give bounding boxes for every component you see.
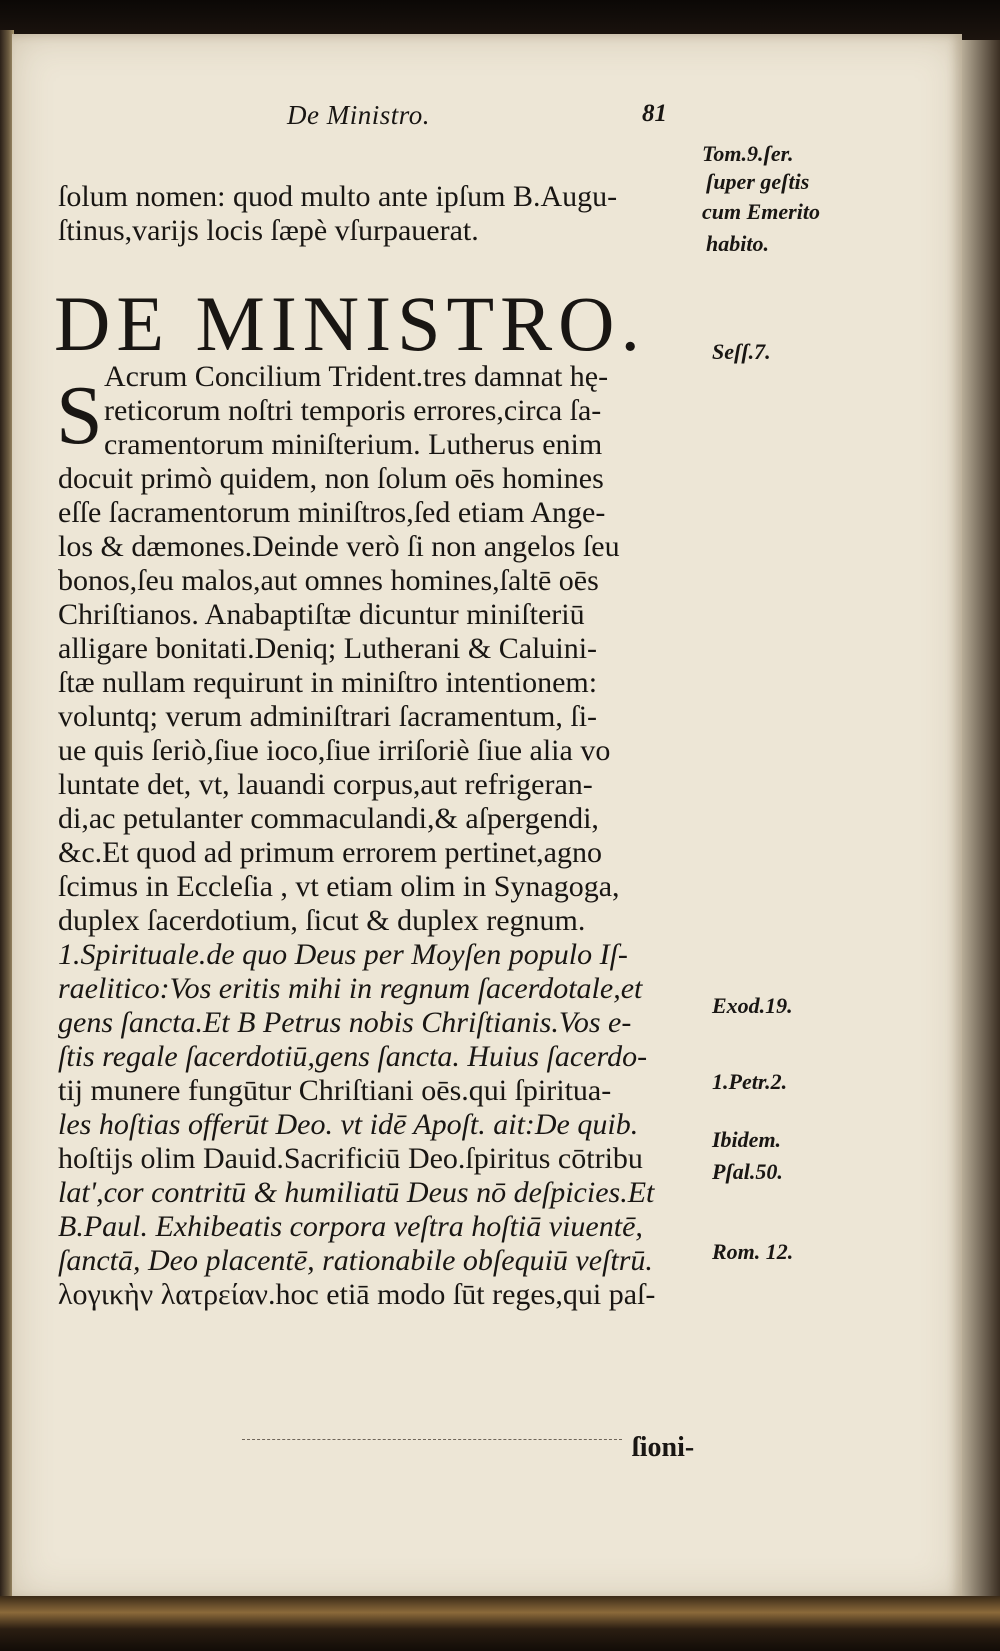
text-line: bonos,ſeu malos,aut omnes homines,ſaltē oēs [58, 564, 599, 597]
text-line: ſtæ nullam requirunt in miniſtro intentionem: [58, 666, 598, 699]
text-line: di,ac petulanter commaculandi,& aſpergendi, [58, 802, 599, 835]
page-edge-shadow [962, 40, 1000, 1600]
section-title: DE MINISTRO. [54, 280, 646, 367]
margin-note: Exod.19. [712, 993, 793, 1018]
text-line: ſolum nomen: quod multo ante ipſum B.Augu- [58, 180, 618, 213]
margin-note: habito. [706, 231, 769, 256]
scan-bottom-border [0, 1596, 1000, 1651]
text-line: tij munere fungūtur Chriſtiani oēs.qui ſpiritua- [58, 1074, 612, 1107]
margin-note: Ibidem. [712, 1127, 782, 1152]
page-number: 81 [642, 100, 667, 127]
text-line: ue quis ſeriò,ſiue ioco,ſiue irriſoriè ſiue alia vo [58, 734, 611, 767]
book-page [12, 34, 962, 1600]
text-line: docuit primò quidem, non ſolum oēs homines [58, 462, 604, 495]
text-line: les hoſtias offerūt Deo. vt idē Apoſt. ait:De quib. [58, 1108, 639, 1141]
margin-note: ſuper geſtis [706, 169, 810, 194]
text-line: gens ſancta.Et B Petrus nobis Chriſtianis.Vos e- [58, 1006, 632, 1039]
text-line: hoſtijs olim Dauid.Sacrificiū Deo.ſpiritus cōtribu [58, 1142, 643, 1175]
text-line: Chriſtianos. Anabaptiſtæ dicuntur miniſteriū [58, 598, 585, 631]
margin-note: Rom. 12. [712, 1239, 794, 1264]
text-line: eſſe ſacramentorum miniſtros,ſed etiam Ange- [58, 496, 606, 529]
text-line: ſanctā, Deo placentē, rationabile obſequiū veſtrū. [58, 1244, 653, 1277]
text-line: B.Paul. Exhibeatis corpora veſtra hoſtiā viuentē, [58, 1210, 643, 1243]
text-line: Acrum Concilium Trident.tres damnat hę- [104, 360, 609, 393]
text-line: reticorum noſtri temporis errores,circa ſa- [104, 394, 602, 427]
margin-note: Pſal.50. [712, 1159, 783, 1184]
margin-note: 1.Petr.2. [712, 1069, 788, 1094]
bottom-rule [242, 1439, 622, 1440]
text-line: cramentorum miniſterium. Lutherus enim [104, 428, 603, 461]
text-line: luntate det, vt, lauandi corpus,aut refrigeran- [58, 768, 593, 801]
margin-note: Tom.9.ſer. [702, 141, 794, 166]
text-line: voluntq; verum adminiſtrari ſacramentum, ſi- [58, 700, 598, 733]
text-line: λογικὴν λατρείαν.hoc etiā modo ſūt reges,qui paſ- [58, 1278, 656, 1311]
text-line: los & dæmones.Deinde verò ſi non angelos ſeu [58, 530, 620, 563]
text-line: raelitico:Vos eritis mihi in regnum ſacerdotale,et [58, 972, 643, 1005]
text-line: ſtinus,varijs locis ſæpè vſurpauerat. [58, 214, 479, 247]
text-line: alligare bonitati.Deniq; Lutherani & Caluini- [58, 632, 598, 665]
margin-note: Seſſ.7. [712, 339, 771, 364]
catchword: ſioni- [632, 1432, 695, 1463]
running-head: De Ministro. [287, 100, 430, 130]
drop-cap: S [56, 369, 103, 462]
text-line: duplex ſacerdotium, ſicut & duplex regnum. [58, 904, 586, 937]
text-line: &c.Et quod ad primum errorem pertinet,agno [58, 836, 602, 869]
text-line: ſcimus in Eccleſia , vt etiam olim in Synagoga, [58, 870, 620, 903]
text-line: lat',cor contritū & humiliatū Deus nō deſpicies.Et [58, 1176, 655, 1209]
text-line: ſtis regale ſacerdotiū,gens ſancta. Huius ſacerdo- [58, 1040, 648, 1073]
text-line: 1.Spirituale.de quo Deus per Moyſen populo Iſ- [58, 938, 628, 971]
margin-note: cum Emerito [702, 199, 820, 224]
